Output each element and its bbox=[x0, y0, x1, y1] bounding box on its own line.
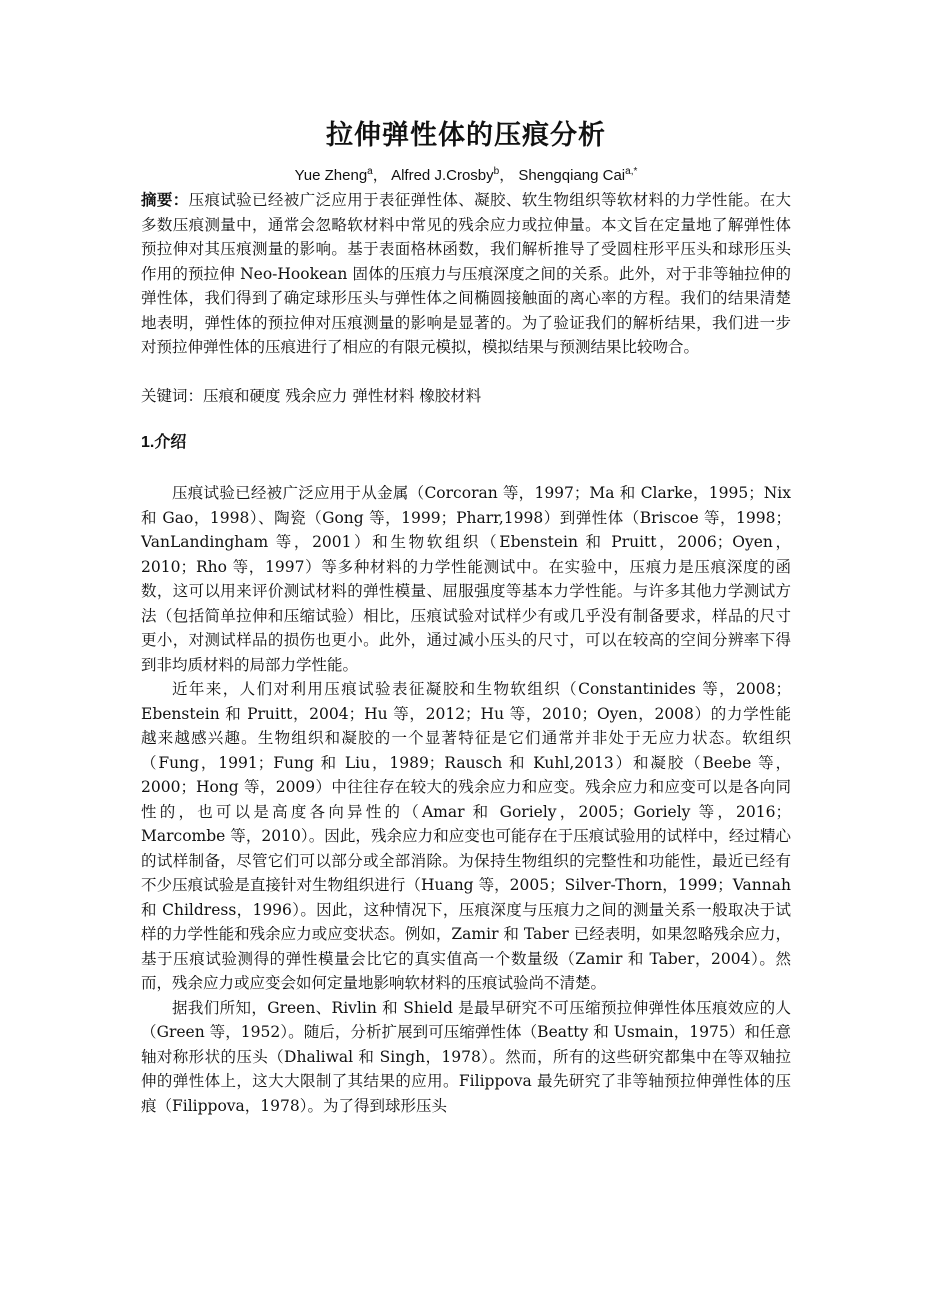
author-name: Alfred J.Crosby bbox=[391, 167, 494, 184]
body-paragraph: 据我们所知，Green、Rivlin 和 Shield 是最早研究不可压缩预拉伸弹性体压痕效应的人（Green 等，1952）。随后，分析扩展到可压缩弹性体（Beatty 和 Usmain，1975）和任意轴对称形状的压头（Dhaliwal 和 Singh，1978）。然而，所有的这些研究都集中在等双轴拉伸的弹性体上，这大大限制了其结果的应用。Filippova 最先研究了非等轴预拉伸弹性体的压痕（Filippova，1978）。为了得到球形压头 bbox=[141, 998, 791, 1115]
author-separator: ， bbox=[372, 167, 388, 184]
abstract-text: 压痕试验已经被广泛应用于表征弹性体、凝胶、软生物组织等软材料的力学性能。在大多数压痕测量中，通常会忽略软材料中常见的残余应力或拉伸量。本文旨在定量地了解弹性体预拉伸对其压痕测量的影响。基于表面格林函数，我们解析推导了受圆柱形平压头和球形压头作用的预拉伸 Neo-Hookean 固体的压痕力与压痕深度之间的关系。此外，对于非等轴拉伸的弹性体，我们得到了确定球形压头与弹性体之间椭圆接触面的离心率的方程。我们的结果清楚地表明，弹性体的预拉伸对压痕测量的影响是显著的。为了验证我们的解析结果，我们进一步对预拉伸弹性体的压痕进行了相应的有限元模拟，模拟结果与预测结果比较吻合。 bbox=[141, 191, 791, 356]
paper-title: 拉伸弹性体的压痕分析 bbox=[326, 120, 606, 151]
introduction-body bbox=[141, 481, 791, 1118]
body-paragraph: 压痕试验已经被广泛应用于从金属（Corcoran 等，1997；Ma 和 Clarke，1995；Nix 和 Gao，1998）、陶瓷（Gong 等，1999；Pharr,1998）到弹性体（Briscoe 等，1998；VanLandingham 等，2001）和生物软组织（Ebenstein 和 Pruitt，2006；Oyen，2010；Rho 等，1997）等多种材料的力学性能测试中。在实验中，压痕力是压痕深度的函数，这可以用来评价测试材料的弹性模量、屈服强度等基本力学性能。与许多其他力学测试方法（包括简单拉伸和压缩试验）相比，压痕试验对试样少有或几乎没有制备要求，样品的尺寸更小，对测试样品的损伤也更小。此外，通过减小压头的尺寸，可以在较高的空间分辨率下得到非均质材料的局部力学性能。 bbox=[141, 484, 791, 674]
author-2 bbox=[391, 167, 514, 184]
author-affiliation: a,* bbox=[625, 166, 638, 177]
abstract bbox=[141, 188, 791, 360]
body-paragraph: 近年来，人们对利用压痕试验表征凝胶和生物软组织（Constantinides 等，2008；Ebenstein 和 Pruitt，2004；Hu 等，2012；Hu 等，2010；Oyen，2008）的力学性能越来越感兴趣。生物组织和凝胶的一个显著特征是它们通常并非处于无应力状态。软组织（Fung，1991；Fung 和 Liu，1989；Rausch 和 Kuhl,2013）和凝胶（Beebe 等，2000；Hong 等，2009）中往往存在较大的残余应力和应变。残余应力和应变可以是各向同性的，也可以是高度各向异性的（Amar 和 Goriely，2005；Goriely 等，2016；Marcombe 等，2010）。因此，残余应力和应变也可能存在于压痕试验用的试样中，经过精心的试样制备，尽管它们可以部分或全部消除。为保持生物组织的完整性和功能性，最近已经有不少压痕试验是直接针对生物组织进行（Huang 等，2005；Silver-Thorn，1999；Vannah 和 Childress，1996）。因此，这种情况下，压痕深度与压痕力之间的测量关系一般取决于试样的力学性能和残余应力或应变状态。例如，Zamir 和 Taber 已经表明，如果忽略残余应力，基于压痕试验测得的弹性模量会比它的真实值高一个数量级（Zamir 和 Taber，2004）。然而，残余应力或应变会如何定量地影响软材料的压痕试验尚不清楚。 bbox=[141, 680, 791, 992]
author-name: Yue Zheng bbox=[294, 167, 368, 184]
author-3 bbox=[518, 167, 637, 184]
author-affiliation: b bbox=[493, 166, 500, 177]
author-separator: ， bbox=[499, 167, 515, 184]
abstract-label: 摘要： bbox=[141, 190, 189, 209]
author-line bbox=[141, 160, 791, 188]
keywords: 关键词：压痕和硬度 残余应力 弹性材料 橡胶材料 bbox=[141, 386, 482, 405]
author-1 bbox=[295, 167, 388, 184]
paper-content bbox=[141, 112, 791, 1118]
author-name: Shengqiang Cai bbox=[518, 167, 626, 184]
author-affiliation: a bbox=[367, 166, 373, 177]
section-heading-introduction: 1.介绍 bbox=[141, 434, 187, 451]
